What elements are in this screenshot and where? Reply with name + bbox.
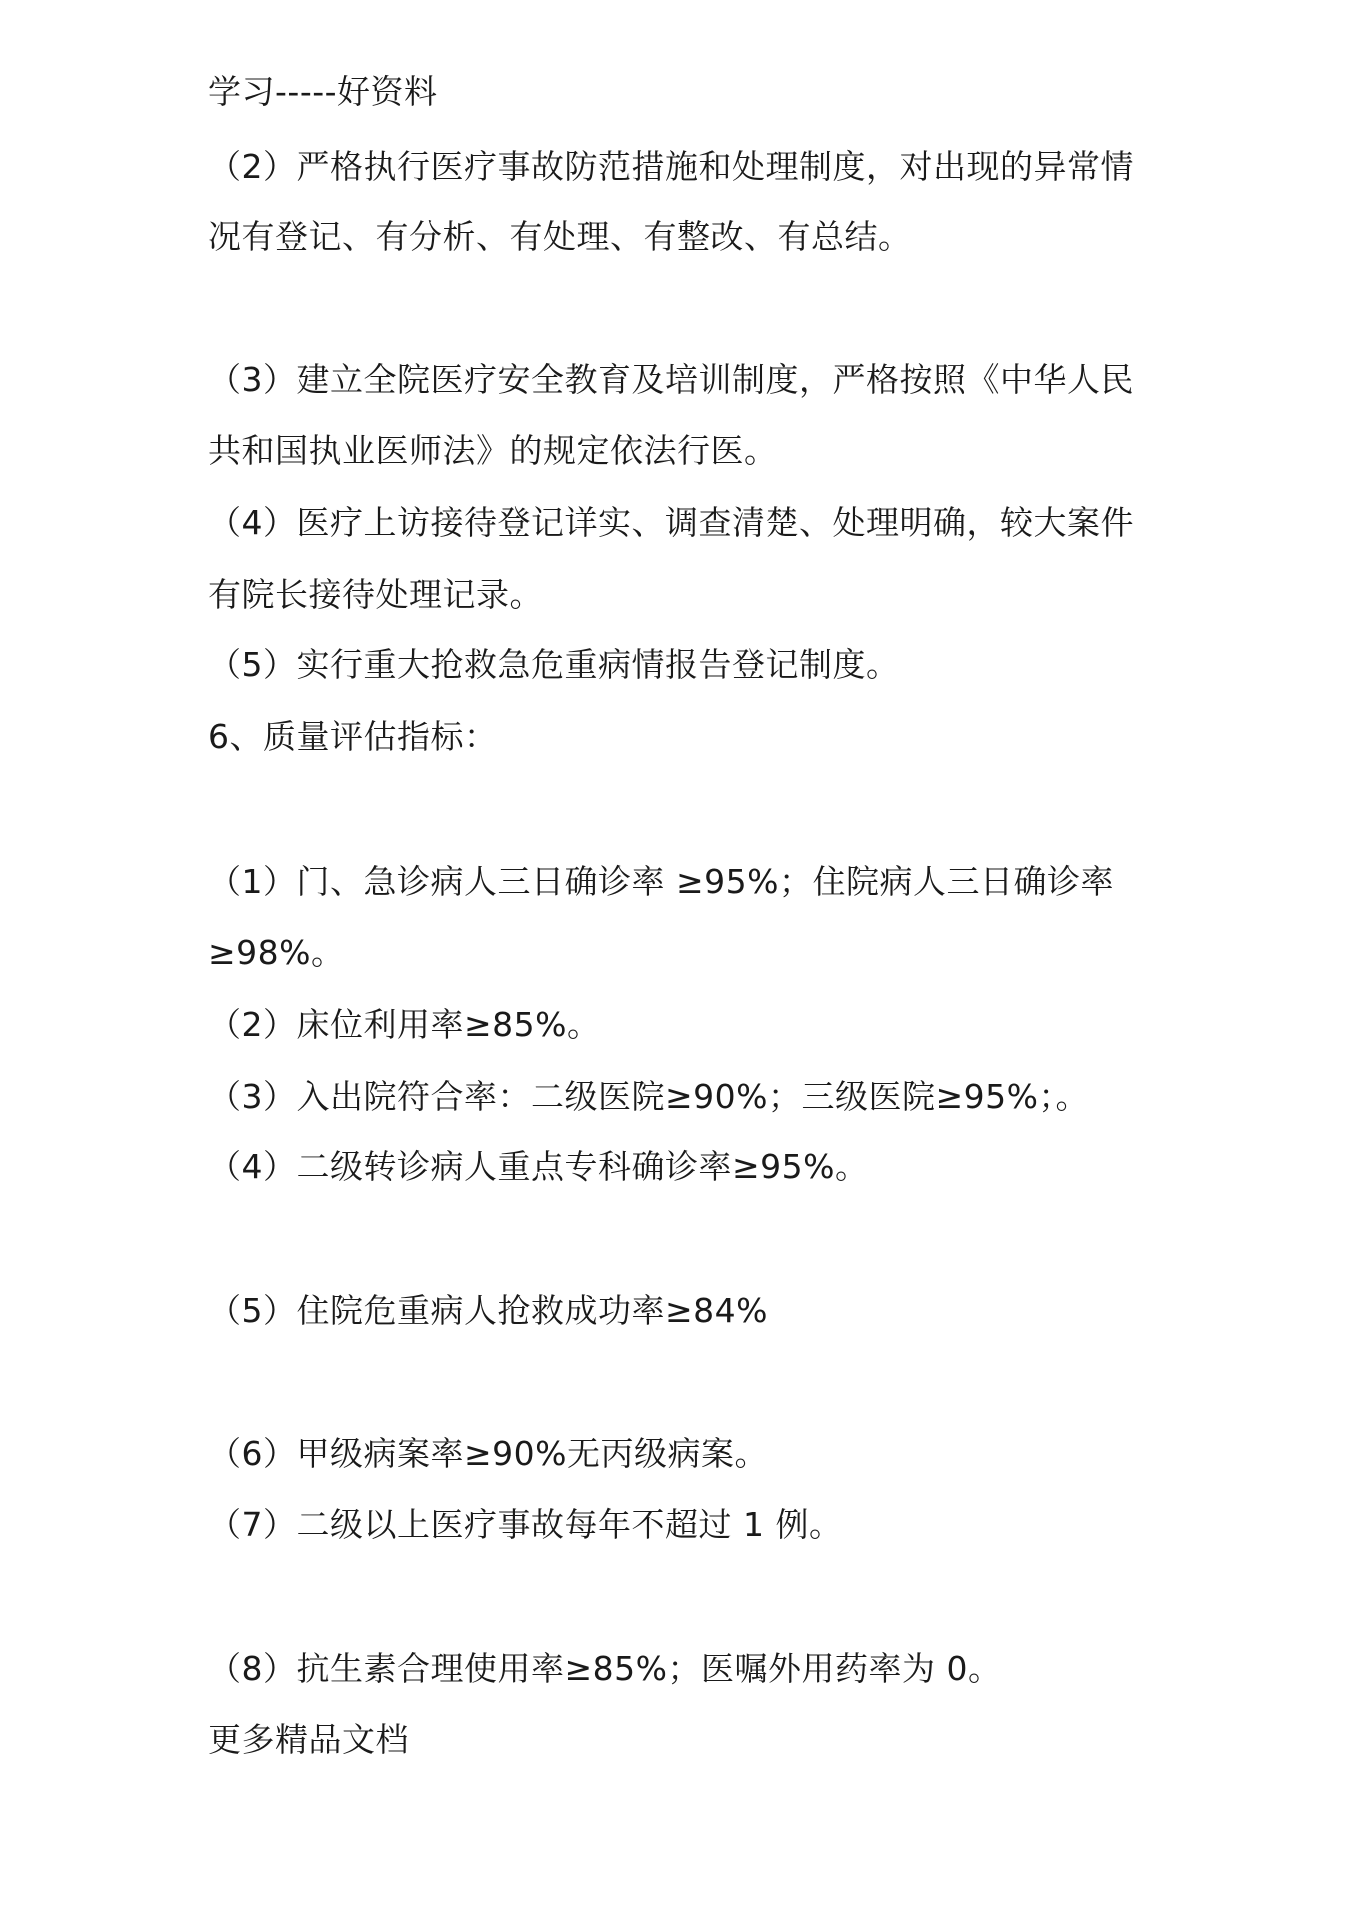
paragraph-line: （3）建立全院医疗安全教育及培训制度，严格按照《中华人民 (208, 360, 1134, 399)
paragraph-line: 况有登记、有分析、有处理、有整改、有总结。 (208, 217, 912, 256)
page-footer: 更多精品文档 (208, 1720, 409, 1759)
paragraph-line: （4）二级转诊病人重点专科确诊率≥95%。 (208, 1147, 869, 1186)
paragraph-line: （2）床位利用率≥85%。 (208, 1005, 601, 1044)
paragraph-line: （8）抗生素合理使用率≥85%；医嘱外用药率为 0。 (208, 1649, 1002, 1688)
paragraph-line: 共和国执业医师法》的规定依法行医。 (208, 431, 778, 470)
paragraph-line: （2）严格执行医疗事故防范措施和处理制度，对出现的异常情 (208, 147, 1134, 186)
paragraph-line: （5）实行重大抢救急危重病情报告登记制度。 (208, 645, 900, 684)
paragraph-line: （3）入出院符合率：二级医院≥90%；三级医院≥95%；。 (208, 1077, 1089, 1116)
page-header: 学习-----好资料 (208, 72, 438, 111)
paragraph-line: （7）二级以上医疗事故每年不超过 1 例。 (208, 1505, 843, 1544)
paragraph-line: （6）甲级病案率≥90%无丙级病案。 (208, 1434, 768, 1473)
paragraph-line: （1）门、急诊病人三日确诊率 ≥95%；住院病人三日确诊率 (208, 862, 1114, 901)
paragraph-line: （4）医疗上访接待登记详实、调查清楚、处理明确，较大案件 (208, 503, 1134, 542)
section-heading: 6、质量评估指标： (208, 717, 498, 756)
paragraph-line: （5）住院危重病人抢救成功率≥84% (208, 1291, 768, 1330)
paragraph-line: ≥98%。 (208, 933, 345, 972)
paragraph-line: 有院长接待处理记录。 (208, 575, 543, 614)
